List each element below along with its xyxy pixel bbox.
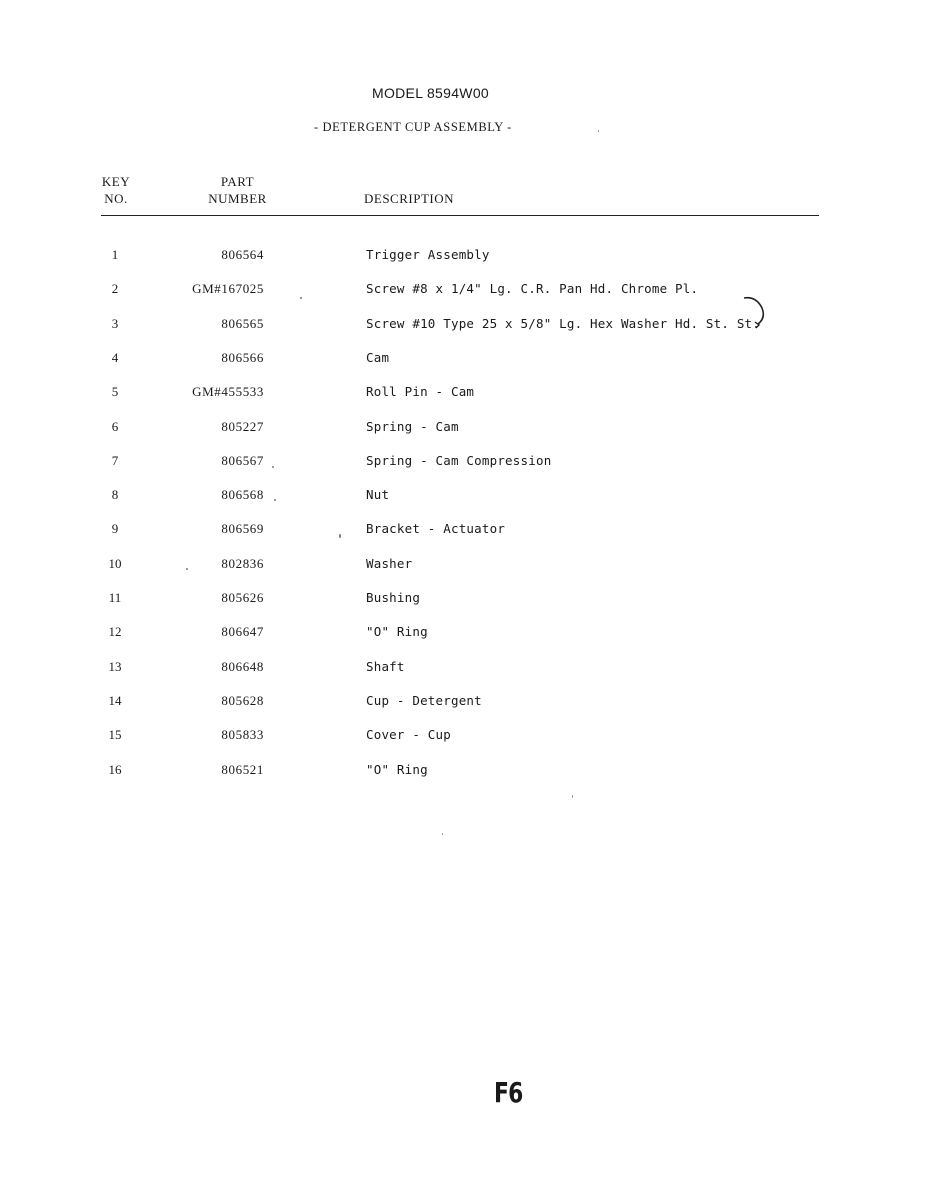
part-number: 806521	[221, 762, 264, 777]
table-row	[0, 659, 952, 679]
part-number: 806569	[221, 521, 264, 536]
part-number: 806566	[221, 350, 264, 365]
table-row	[0, 453, 952, 473]
part-description: Cam	[366, 350, 390, 365]
table-row	[0, 727, 952, 747]
key-number: 14	[108, 693, 122, 708]
key-number: 2	[111, 281, 119, 296]
scan-speck	[598, 130, 599, 132]
key-number: 8	[111, 487, 119, 502]
part-number: 806565	[221, 316, 264, 331]
part-number: 806647	[221, 624, 264, 639]
part-number: 805227	[221, 419, 264, 434]
column-header-part-line1: PART	[220, 174, 255, 189]
part-number: 805626	[221, 590, 264, 605]
key-number: 12	[108, 624, 122, 639]
table-row	[0, 556, 952, 576]
part-number: 806564	[221, 247, 264, 262]
key-number: 11	[108, 590, 122, 605]
key-number: 9	[111, 521, 119, 536]
scan-speck	[442, 833, 443, 835]
part-description: Roll Pin - Cam	[366, 384, 475, 399]
part-number: 802836	[221, 556, 264, 571]
key-number: 3	[111, 316, 119, 331]
part-description: Spring - Cam	[366, 419, 459, 434]
column-header-key-line1: KEY	[101, 174, 131, 189]
column-header-key-line2: NO.	[104, 191, 128, 206]
part-description: Screw #8 x 1/4" Lg. C.R. Pan Hd. Chrome Pl.	[366, 281, 699, 296]
key-number: 5	[111, 384, 119, 399]
table-row	[0, 384, 952, 404]
part-number: 805628	[221, 693, 264, 708]
part-description: Spring - Cam Compression	[366, 453, 552, 468]
table-row	[0, 693, 952, 713]
page-number: F6	[494, 1076, 523, 1109]
table-row	[0, 624, 952, 644]
part-number: 806648	[221, 659, 264, 674]
column-header-key	[96, 173, 136, 207]
table-row	[0, 316, 952, 336]
key-number: 16	[108, 762, 122, 777]
part-description: Cover - Cup	[366, 727, 451, 742]
part-description: Cup - Detergent	[366, 693, 482, 708]
part-number: 806568	[221, 487, 264, 502]
scan-speck	[272, 466, 274, 468]
part-number: 806567	[221, 453, 264, 468]
column-header-part-line2: NUMBER	[208, 191, 267, 206]
header-rule	[101, 215, 819, 216]
model-title: MODEL 8594W00	[372, 85, 489, 101]
scan-speck	[186, 568, 188, 570]
part-number: GM#167025	[192, 281, 264, 296]
handwritten-bracket-mark	[742, 292, 776, 332]
part-number: GM#455533	[192, 384, 264, 399]
part-description: Shaft	[366, 659, 405, 674]
part-description: Trigger Assembly	[366, 247, 490, 262]
assembly-subtitle: - DETERGENT CUP ASSEMBLY -	[314, 120, 512, 134]
part-description: Bracket - Actuator	[366, 521, 506, 536]
scan-speck	[274, 499, 276, 501]
table-row	[0, 281, 952, 301]
key-number: 6	[111, 419, 119, 434]
scan-speck	[300, 297, 302, 299]
key-number: 7	[111, 453, 119, 468]
column-header-description: DESCRIPTION	[364, 191, 455, 206]
table-row	[0, 590, 952, 610]
part-description: Washer	[366, 556, 413, 571]
key-number: 10	[108, 556, 122, 571]
part-number: 805833	[221, 727, 264, 742]
key-number: 4	[111, 350, 119, 365]
part-description: "O" Ring	[366, 762, 428, 777]
table-row	[0, 487, 952, 507]
part-description: Bushing	[366, 590, 421, 605]
key-number: 13	[108, 659, 122, 674]
table-row	[0, 419, 952, 439]
part-description: Screw #10 Type 25 x 5/8" Lg. Hex Washer Hd. St. St.	[366, 316, 761, 331]
key-number: 1	[111, 247, 119, 262]
scan-speck	[339, 534, 341, 538]
table-row	[0, 521, 952, 541]
part-description: "O" Ring	[366, 624, 428, 639]
table-row	[0, 247, 952, 267]
column-header-part	[200, 173, 275, 207]
table-row	[0, 762, 952, 782]
table-row	[0, 350, 952, 370]
scan-speck	[572, 795, 573, 798]
part-description: Nut	[366, 487, 390, 502]
key-number: 15	[108, 727, 122, 742]
